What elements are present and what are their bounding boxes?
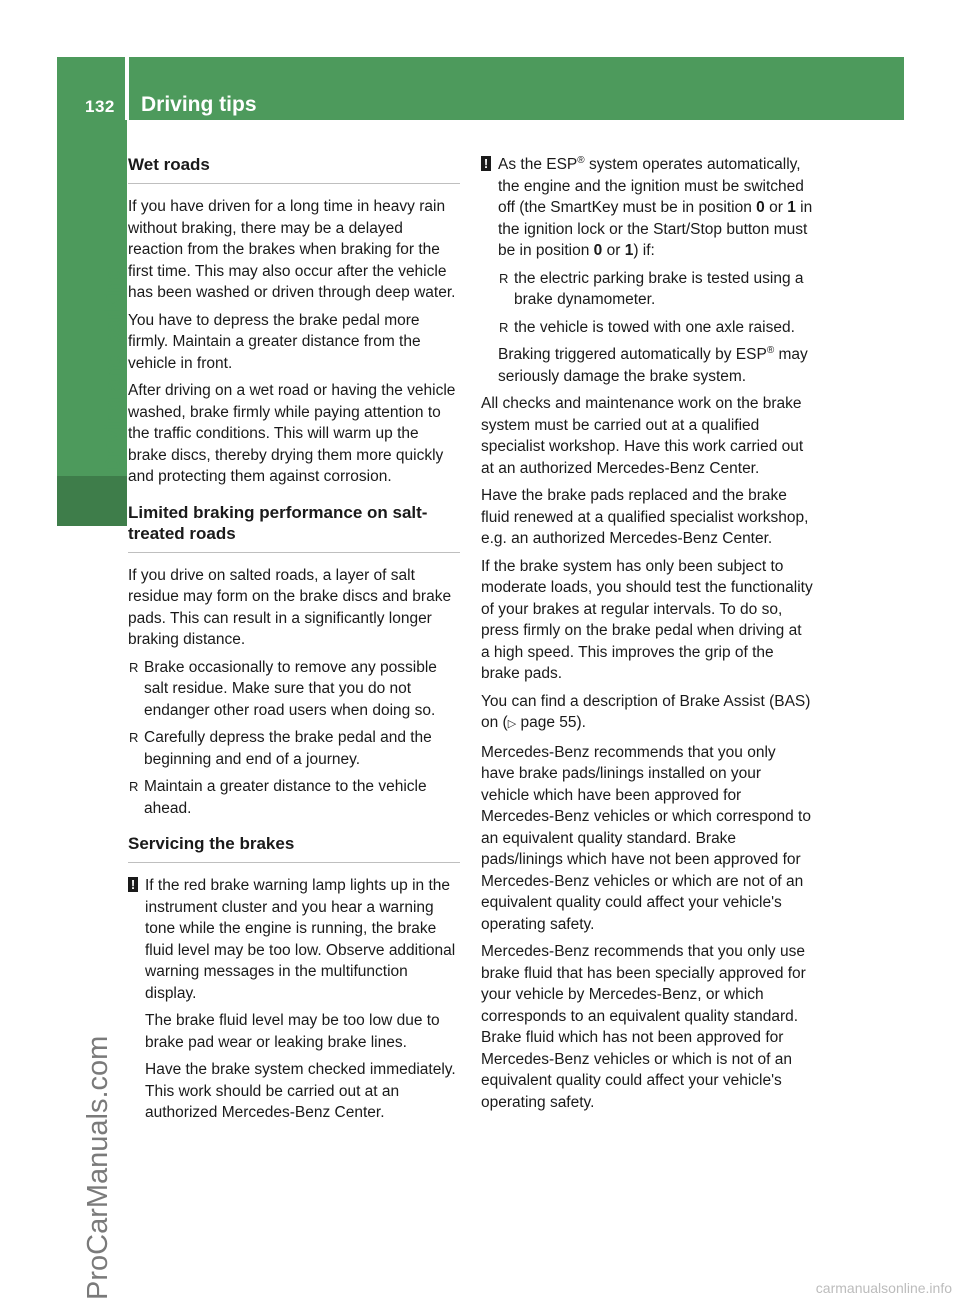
paragraph: Mercedes-Benz recommends that you only have brake pads/linings installed on your vehicle which have been approved for Mercedes-Benz vehicles or which correspond to an equivalent quality standard. Brake pads/linings which have not been approved for Mercedes-Benz vehicles or which are not of an equivalent quality could affect your vehicle's operating safety. — [481, 743, 811, 933]
list-item: R Brake occasionally to remove any possible salt residue. Make sure that you do not endanger other road users when doing so. — [128, 657, 460, 722]
paragraph: Mercedes-Benz recommends that you only use brake fluid that has been specially approved for your vehicle by Mercedes-Benz, or which corresponds to an equivalent quality standard. Brake fluid which has not been approved for Mercedes-Benz vehicles or which is not of an equivalent quality could affect your vehicle's operating safety. — [481, 943, 806, 1111]
warning-text: As the ESP® system operates automatically, the engine and the ignition must be switched off (the SmartKey must be in position 0 or 1 in the ignition lock or the Start/Stop button must be in position 0 or 1) if: — [498, 154, 813, 259]
heading-salt-roads: Limited braking performance on salt-treated roads — [128, 502, 460, 553]
paragraph: If you have driven for a long time in heavy rain without braking, there may be a delayed reaction from the brakes when braking for the first time. This may also occur after the vehicle has been washed or driven through deep water. — [128, 198, 456, 301]
side-tab-marker — [57, 476, 127, 526]
watermark-side: ProCarManuals.com — [82, 1035, 114, 1300]
warning-block — [481, 154, 813, 387]
paragraph: All checks and maintenance work on the brake system must be carried out at a qualified specialist workshop. Have this work carried out at an authorized Mercedes-Benz Center. — [481, 395, 804, 477]
warning-block — [128, 875, 460, 1124]
warning-text: The brake fluid level may be too low due to brake pad wear or leaking brake lines. — [145, 1012, 440, 1051]
page-number: 132 — [85, 97, 115, 116]
list-item: R the vehicle is towed with one axle raised. — [498, 317, 813, 339]
paragraph: If you drive on salted roads, a layer of salt residue may form on the brake discs and brake pads. This can result in a significantly longer braking distance. — [128, 566, 452, 648]
page-ref-arrow-icon: ▷ — [507, 718, 517, 730]
page-header — [57, 57, 904, 120]
list-item: R Maintain a greater distance to the vehicle ahead. — [128, 776, 460, 819]
section-label: Driving and parking — [100, 266, 125, 473]
warning-icon: ! — [481, 156, 491, 171]
heading-servicing: Servicing the brakes — [128, 833, 460, 863]
warning-text: If the red brake warning lamp lights up in the instrument cluster and you hear a warning tone while the engine is running, the brake fluid level may be too low. Observe additional warning messages in the multifunction display. — [145, 877, 456, 1002]
paragraph: You have to depress the brake pedal more firmly. Maintain a greater distance from the vehicle in front. — [128, 311, 421, 372]
list-item: R Carefully depress the brake pedal and the beginning and end of a journey. — [128, 727, 460, 770]
heading-wet-roads: Wet roads — [128, 154, 460, 184]
right-column — [481, 154, 813, 1119]
page-title: Driving tips — [141, 93, 257, 116]
warning-text: Have the brake system checked immediately. This work should be carried out at an authorized Mercedes-Benz Center. — [145, 1061, 456, 1121]
left-column — [128, 154, 460, 1130]
paragraph: If the brake system has only been subject to moderate loads, you should test the functionality of your brakes at regular intervals. To do so, press firmly on the brake pedal when driving at a high speed. This improves the grip of the brake pads. — [481, 557, 813, 682]
paragraph: You can find a description of Brake Assist (BAS) on (▷ page 55). — [481, 692, 811, 731]
header-divider — [125, 57, 129, 120]
watermark-bottom: carmanualsonline.info — [815, 1280, 952, 1296]
paragraph: Have the brake pads replaced and the brake fluid renewed at a qualified specialist workshop, e.g. an authorized Mercedes-Benz Center. — [481, 487, 809, 547]
paragraph: After driving on a wet road or having the vehicle washed, brake firmly while paying attention to the traffic conditions. This will warm up the brake discs, thereby drying them more quickly and protecting them against corrosion. — [128, 382, 456, 485]
list-item: R the electric parking brake is tested using a brake dynamometer. — [498, 268, 813, 311]
warning-text: Braking triggered automatically by ESP® may seriously damage the brake system. — [498, 344, 808, 385]
warning-icon: ! — [128, 877, 138, 892]
